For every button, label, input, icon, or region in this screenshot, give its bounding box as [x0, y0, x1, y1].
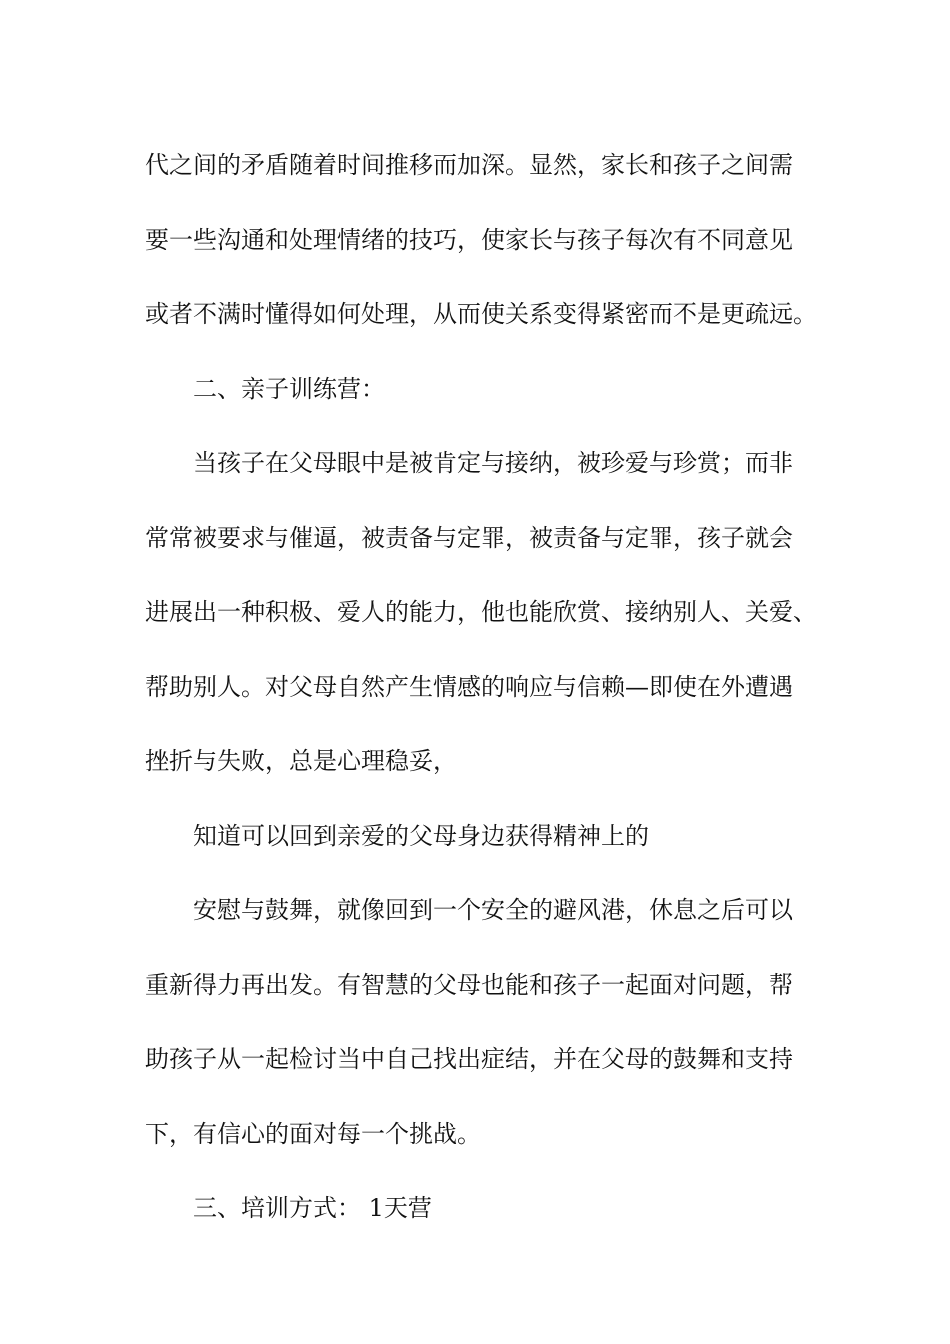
text-line-6: 常常被要求与催逼，被责备与定罪，被责备与定罪，孩子就会	[145, 523, 793, 552]
text-line-2: 要一些沟通和处理情绪的技巧，使家长与孩子每次有不同意见	[145, 225, 793, 254]
text-line-8: 帮助别人。对父母自然产生情感的响应与信赖—即使在外遭遇	[145, 672, 793, 701]
text-line-9: 挫折与失败，总是心理稳妥，	[145, 747, 457, 775]
text-line-13: 助孩子从一起检讨当中自己找出症结，并在父母的鼓舞和支持	[145, 1045, 793, 1073]
text-line-7: 进展出一种积极、爱人的能力，他也能欣赏、接纳别人、关爱、	[145, 598, 817, 626]
section-heading-training-method: 三、培训方式： 1天营	[193, 1194, 432, 1222]
text-line-5: 当孩子在父母眼中是被肯定与接纳，被珍爱与珍赏；而非	[193, 449, 793, 477]
text-line-14: 下，有信心的面对每一个挑战。	[145, 1119, 481, 1148]
document-body	[145, 128, 817, 1246]
text-line-10: 知道可以回到亲爱的父母身边获得精神上的	[193, 821, 649, 850]
text-line-3: 或者不满时懂得如何处理，从而使关系变得紧密而不是更疏远。	[145, 300, 817, 328]
text-line-11: 安慰与鼓舞，就像回到一个安全的避风港，休息之后可以	[193, 896, 793, 924]
section-heading-parent-child-camp: 二、亲子训练营：	[193, 374, 385, 403]
text-line-1: 代之间的矛盾随着时间推移而加深。显然，家长和孩子之间需	[145, 151, 793, 179]
text-line-12: 重新得力再出发。有智慧的父母也能和孩子一起面对问题，帮	[145, 970, 793, 999]
